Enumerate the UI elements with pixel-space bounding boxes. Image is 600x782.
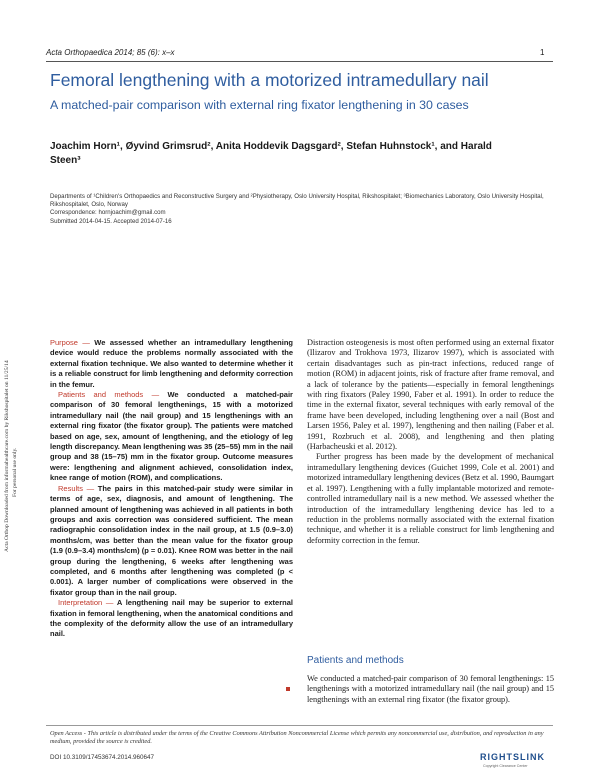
- abstract-results: [50, 484, 293, 598]
- interpretation-text: A lengthening nail may be superior to external fixation in femoral lengthening, when the anatomical conditions and the complexity of the deformity allow the use of an intramedullary nail.: [50, 598, 293, 639]
- introduction: [307, 338, 554, 546]
- download-watermark: [0, 252, 29, 552]
- correspondence-email: Correspondence: hornjoachim@gmail.com: [50, 209, 166, 217]
- watermark-line-2: For personal use only.: [12, 447, 18, 497]
- section-heading-methods: Patients and methods: [307, 655, 404, 666]
- journal-header: Acta Orthopaedica 2014; 85 (6): x–x: [46, 48, 175, 57]
- rightslink-logo-text: RIGHTSLINK: [480, 752, 545, 762]
- abstract: [50, 338, 293, 640]
- intro-paragraph-2: Further progress has been made by the development of mechanical intramedullary lengthening devices (Guichet 1999, Cole et al. 2001) and motorized intramedullary lengthening devices (Betz et al. 1990, Baumgart et al. 1997). Lengthening with a fully implantable motorized and remote-controlled intramedullary nail is a new method. We assessed whether the introduction of the intramedullary lengthening device has led to a reduction in the problems normally associated with the external fixation technique, and whether it is a reliable construct for limb lengthening and deformity correction in the femur.: [307, 452, 554, 545]
- doi-text: DOI 10.3109/17453674.2014.960647: [50, 754, 154, 761]
- results-text: The pairs in this matched-pair study were similar in terms of age, sex, diagnosis, and amount of lengthening. The planned amount of lengthening was achieved in all patients in both groups and axis correction was considered sufficient. The mean radiographic consolidation index in the nail group, at 1.5 (0.9–3.0) months/cm, was better than the mean value for the fixator group (1.9 (0.9–3.4) months/cm) (p = 0.01). Knee ROM was better in the nail group during the lengthening, 6 weeks after lengthening was completed, and 6 months after lengthening was completed (p < 0.001). A larger number of complications were observed in the fixator group than in the nail group.: [50, 483, 294, 597]
- footer-rule: [46, 725, 553, 726]
- watermark-line-1: Acta Orthop Downloaded from informahealthcare.com by Rikshospitalet on 11/25/14: [4, 360, 10, 552]
- page-number: 1: [540, 48, 545, 57]
- affiliation-block: [50, 193, 555, 226]
- intro-paragraph-1: Distraction osteogenesis is most often performed using an external fixator (Ilizarov and Trokhova 1973, Ilizarov 1997), which is associated with certain disadvantages such as pin-tract infections, reduced range of motion (ROM) in adjacent joints, risk of fracture after frame removal, and a lack of tolerance by the patients—especially in femoral lengthenings with ring fixators (Paley 1990, Faber et al. 1991). In order to reduce the time in the external fixator, several techniques with early removal of the frame have been developed, including lengthening over a nail (Bost and Larsen 1956, Paley et al. 1997), lengthening and then nailing (Faber et al. 1991, Rozbruch et al. 2008), and lengthening and then plating (Harbacheuski et al. 2012).: [307, 338, 554, 452]
- abstract-end-square: [286, 687, 290, 691]
- purpose-label: Purpose —: [50, 338, 90, 347]
- author-list: Joachim Horn¹, Øyvind Grimsrud², Anita Hoddevik Dagsgard², Stefan Huhnstock¹, and Harald Steen³: [50, 141, 492, 166]
- header-rule: [46, 61, 553, 62]
- methods-label: Patients and methods —: [58, 390, 160, 400]
- article-title: Femoral lengthening with a motorized intramedullary nail: [50, 70, 489, 90]
- interpretation-label: Interpretation —: [58, 598, 114, 608]
- abstract-purpose: [50, 338, 293, 390]
- abstract-interpretation: [50, 598, 293, 640]
- article-subtitle: A matched-pair comparison with external ring fixator lengthening in 30 cases: [50, 98, 469, 112]
- affiliation-text: Departments of ¹Children's Orthopaedics and Reconstructive Surgery and ²Physiotherapy, Oslo University Hospital, Rikshospitalet; ³Biomechanics Laboratory, Oslo University Hospital, Rikshospitalet, Oslo, Norway: [50, 193, 544, 209]
- purpose-text: We assessed whether an intramedullary lengthening device would reduce the problems normally associated with the external fixation technique. We also wanted to determine whether it is a reliable construct for limb lengthening and deformity correction in the femur.: [50, 338, 293, 389]
- abstract-methods: [50, 390, 293, 484]
- results-label: Results —: [58, 483, 95, 493]
- rightslink-logo-subtext: Copyright Clearance Center: [483, 764, 528, 768]
- methods-text: We conducted a matched-pair comparison of 30 femoral lengthenings, 15 with a motorized intramedullary nail (the nail group) and 15 lengthenings with an external ring fixator (the fixator group). The patients were matched based on age, sex, amount of lengthening, and the etiology of leg length discrepancy. Mean lengthening was 35 (25–55) mm in the nail group and 38 (15–75) mm in the fixator group. Outcome measures were: lengthening and alignment achieved, consolidation index, knee range of motion (ROM), and complications.: [50, 390, 293, 483]
- submission-dates: Submitted 2014-04-15. Accepted 2014-07-16: [50, 217, 172, 225]
- methods-section: [307, 674, 554, 705]
- open-access-note: Open Access - This article is distributed under the terms of the Creative Commons Attribution Noncommercial License which permits any noncommercial use, distribution, and reproduction in any medium, provided the source is credited.: [50, 730, 544, 746]
- rightslink-logo: [480, 750, 555, 770]
- methods-paragraph-1: We conducted a matched-pair comparison of 30 femoral lengthenings: 15 lengthenings with a motorized intramedullary nail (the nail group) and 15 lengthenings with an external ring fixator (the fixator group).: [307, 674, 554, 704]
